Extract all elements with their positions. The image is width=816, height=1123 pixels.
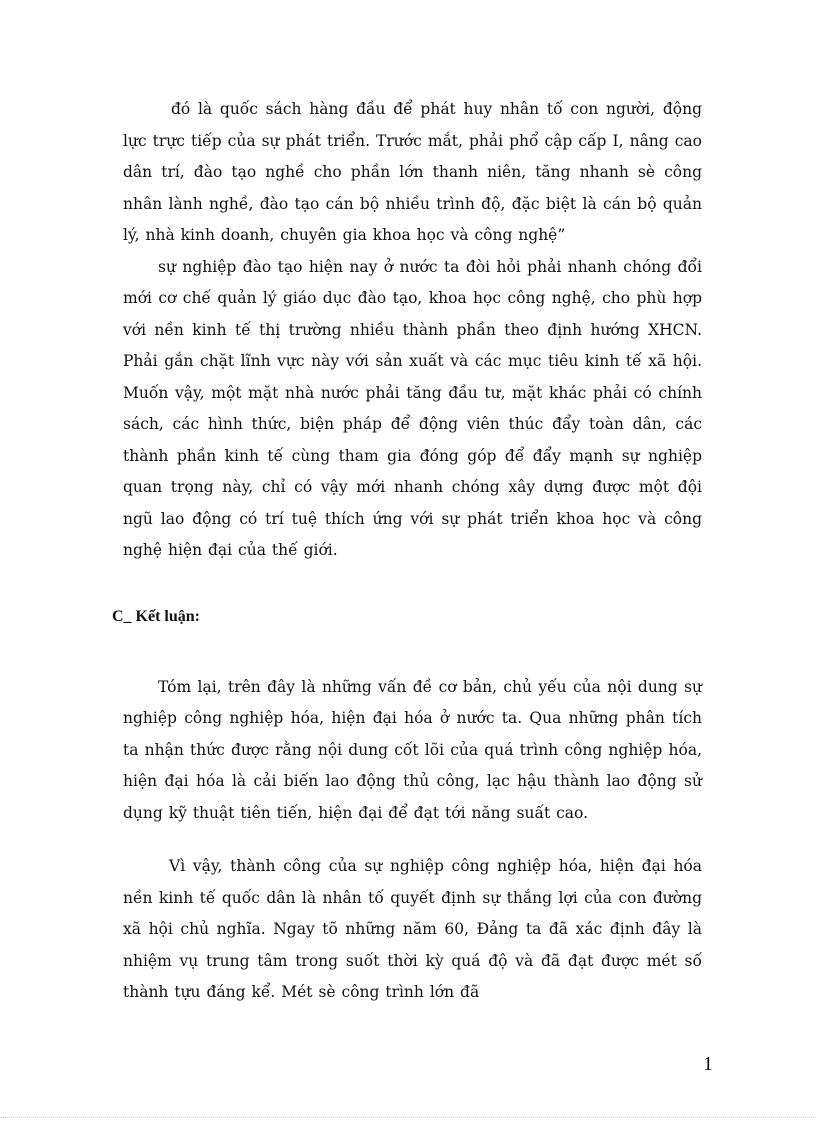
page-number: 1 [703,1053,713,1075]
section-heading: C_ Kết luận: [112,607,200,625]
spacer [123,829,702,851]
page-body [112,94,702,1009]
page-bottom-divider [0,1117,816,1118]
spacer [123,632,702,672]
paragraph-4: Vì vậy, thành công của sự nghiệp công nghiệp hóa, hiện đại hóa nền kinh tế quốc dân là nhân tố quyết định sự thắng lợi của con đường xã hội chủ nghĩa. Ngay tõ những năm 60, Đảng ta đã xác định đây là nhiệm vụ trung tâm trong suốt thời kỳ quá độ và đã đạt được mét số thành tựu đáng kể. Mét sè công trình lớn đã [123,857,702,1001]
paragraph-2: sự nghiệp đào tạo hiện nay ở nước ta đòi hỏi phải nhanh chóng đổi mới cơ chế quản lý giáo dục đào tạo, khoa học công nghệ, cho phù hợp với nền kinh tế thị trường nhiều thành phần theo định hướng XHCN. Phải gắn chặt lĩnh vực này với sản xuất và các mục tiêu kinh tế xã hội. Muốn vậy, một mặt nhà nước phải tăng đầu tư, mặt khác phải có chính sách, các hình thức, biện pháp để động viên thúc đẩy toàn dân, các thành phần kinh tế cùng tham gia đóng góp để đẩy mạnh sự nghiệp quan trọng này, chỉ có vậy mới nhanh chóng xây dựng được một đội ngũ lao động có trí tuệ thích ứng với sự phát triển khoa học và công nghệ hiện đại của thế giới. [123,257,702,559]
paragraph-1: đó là quốc sách hàng đầu để phát huy nhân tố con người, động lực trực tiếp của sự phát triển. Trước mắt, phải phổ cập cấp I, nâng cao dân trí, đào tạo nghề cho phần lớn thanh niên, tăng nhanh sè công nhân lành nghề, đào tạo cán bộ nhiều trình độ, đặc biệt là cán bộ quản lý, nhà kinh doanh, chuyên gia khoa học và công nghệ” [123,100,702,244]
paragraph-3: Tóm lại, trên đây là những vấn đề cơ bản, chủ yếu của nội dung sự nghiệp công nghiệp hóa, hiện đại hóa ở nước ta. Qua những phân tích ta nhận thức được rằng nội dung cốt lõi của quá trình công nghiệp hóa, hiện đại hóa là cải biến lao động thủ công, lạc hậu thành lao động sử dụng kỹ thuật tiên tiến, hiện đại để đạt tới năng suất cao. [123,677,702,822]
spacer [123,567,702,601]
